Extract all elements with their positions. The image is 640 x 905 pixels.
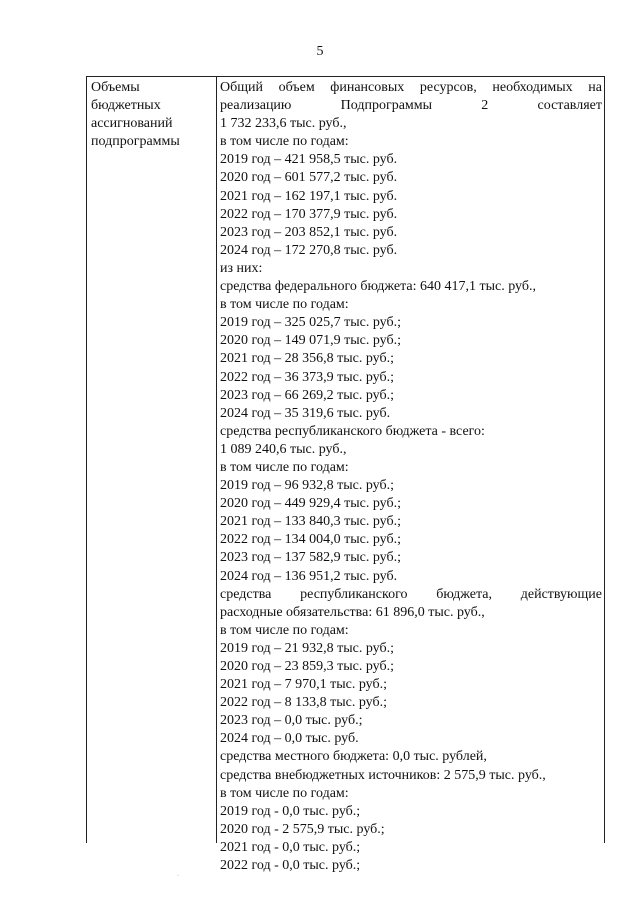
text-line: в том числе по годам:: [220, 785, 349, 801]
text-line: 2022 год – 170 377,9 тыс. руб.: [220, 206, 398, 222]
text-line: 2021 год – 162 197,1 тыс. руб.: [220, 188, 398, 204]
text-line: средства местного бюджета: 0,0 тыс. рублей,: [220, 749, 487, 765]
text-line: из них:: [220, 260, 263, 276]
word: 2: [481, 98, 489, 114]
text-line: в том числе по годам:: [220, 459, 349, 475]
text-line: 2022 год - 0,0 тыс. руб.;: [220, 858, 361, 874]
text-line: 2020 год - 2 575,9 тыс. руб.;: [220, 821, 385, 837]
text-line: 2019 год - 0,0 тыс. руб.;: [220, 803, 361, 819]
word: Общий: [220, 80, 263, 95]
justified-line: [220, 79, 602, 97]
word: необходимых: [492, 80, 573, 95]
text-line: 2020 год – 601 577,2 тыс. руб.: [220, 170, 398, 186]
label-line: Объемы: [91, 80, 140, 95]
text-line: средства внебюджетных источников: 2 575,9 тыс. руб.,: [220, 767, 546, 783]
text-line: 2021 год – 7 970,1 тыс. руб.;: [220, 677, 387, 693]
label-cell: [87, 77, 217, 843]
scan-mark: ·: [177, 873, 179, 879]
text-line: расходные обязательства: 61 896,0 тыс. руб.,: [220, 604, 485, 620]
word: на: [588, 80, 602, 95]
label-line: бюджетных: [91, 98, 161, 114]
text-line: 1 089 240,6 тыс. руб.,: [220, 441, 347, 457]
text-line: 2020 год – 449 929,4 тыс. руб.;: [220, 496, 401, 512]
word: республиканского: [300, 586, 408, 602]
word: ресурсов,: [419, 80, 477, 95]
word: реализацию: [220, 98, 292, 114]
justified-line: [220, 586, 602, 604]
word: бюджета,: [436, 586, 492, 602]
text-line: в том числе по годам:: [220, 134, 349, 150]
word: Подпрограммы: [340, 98, 433, 114]
text-line: 2020 год – 23 859,3 тыс. руб.;: [220, 659, 394, 674]
text-line: в том числе по годам:: [220, 297, 349, 313]
word: средства: [220, 586, 272, 602]
content-cell: [217, 77, 604, 874]
budget-table: [86, 76, 605, 874]
text-line: 2023 год – 203 852,1 тыс. руб.: [220, 224, 398, 240]
text-line: 2023 год – 137 582,9 тыс. руб.;: [220, 550, 401, 566]
text-line: средства федерального бюджета: 640 417,1 тыс. руб.,: [220, 279, 536, 295]
text-line: 2019 год – 325 025,7 тыс. руб.;: [220, 315, 401, 331]
word: составляет: [537, 98, 602, 114]
text-line: средства республиканского бюджета - всего:: [220, 423, 485, 439]
text-line: 2024 год – 172 270,8 тыс. руб.: [220, 242, 398, 258]
text-line: 2022 год – 36 373,9 тыс. руб.;: [220, 369, 394, 385]
text-line: 2020 год – 149 071,9 тыс. руб.;: [220, 333, 401, 349]
text-line: 2024 год – 136 951,2 тыс. руб.: [220, 568, 398, 584]
text-line: 2021 год – 133 840,3 тыс. руб.;: [220, 514, 401, 530]
text-line: 2019 год – 21 932,8 тыс. руб.;: [220, 640, 394, 656]
text-line: 2024 год – 35 319,6 тыс. руб.: [220, 405, 391, 421]
text-line: 2024 год – 0,0 тыс. руб.: [220, 731, 359, 747]
text-line: 2019 год – 421 958,5 тыс. руб.: [220, 152, 398, 168]
word: действующие: [520, 586, 602, 602]
word: объем: [278, 80, 315, 95]
text-line: 2019 год – 96 932,8 тыс. руб.;: [220, 478, 394, 494]
justified-line: [220, 97, 602, 115]
text-line: 2022 год – 134 004,0 тыс. руб.;: [220, 532, 401, 548]
text-line: 2022 год – 8 133,8 тыс. руб.;: [220, 695, 387, 711]
text-line: 2023 год – 0,0 тыс. руб.;: [220, 713, 363, 729]
label-line: ассигнований: [91, 116, 173, 132]
label-line: подпрограммы: [91, 134, 180, 150]
text-line: 1 732 233,6 тыс. руб.,: [220, 116, 347, 132]
text-line: 2021 год - 0,0 тыс. руб.;: [220, 839, 361, 855]
text-line: в том числе по годам:: [220, 622, 349, 638]
text-line: 2023 год – 66 269,2 тыс. руб.;: [220, 387, 394, 403]
page-number: 5: [316, 44, 324, 59]
text-line: 2021 год – 28 356,8 тыс. руб.;: [220, 351, 394, 367]
word: финансовых: [330, 80, 405, 95]
